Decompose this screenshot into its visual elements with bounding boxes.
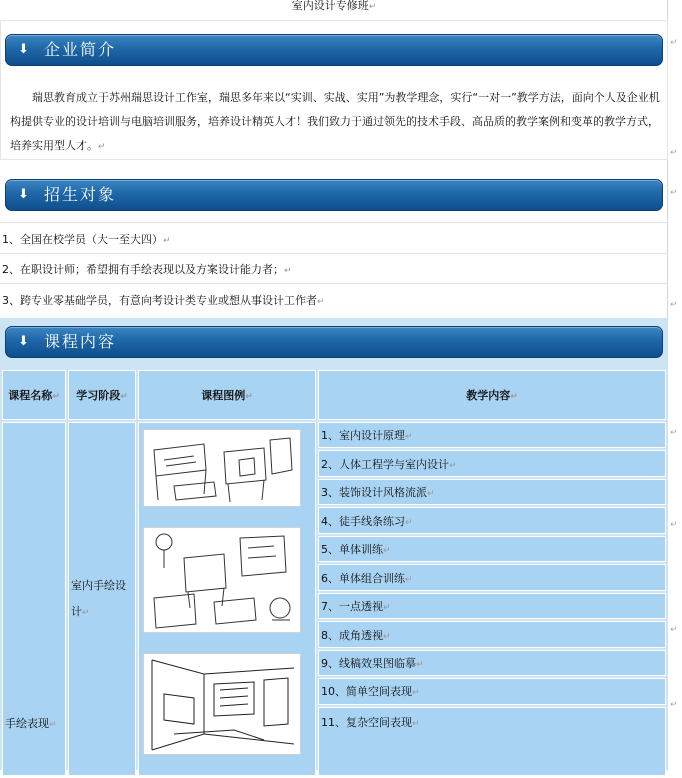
course-table-wrapper: [0, 368, 668, 770]
target-item: 2、在职设计师；希望拥有手绘表现以及方案设计能力者；↵: [2, 263, 292, 276]
topic-cell: 11、复杂空间表现↵: [318, 707, 666, 776]
sketch-objects-image: [143, 527, 301, 633]
down-arrow-icon: ⬇: [18, 42, 29, 57]
topic-cell: 9、线稿效果图临摹↵: [318, 650, 666, 676]
document-title: 室内设计专修班↵: [291, 0, 377, 12]
column-header: 课程图例↵: [138, 370, 316, 420]
topic-cell: 10、简单空间表现↵: [318, 678, 666, 704]
section-title: 课程内容: [44, 332, 117, 351]
column-header: 学习阶段↵: [68, 370, 136, 420]
down-arrow-icon: ⬇: [18, 187, 29, 202]
intro-paragraph: 瑞思教育成立于苏州瑞思设计工作室，瑞思多年来以“实训、实战、实用”为教学理念，实行“一对一”教学方法，面向个人及企业机构提供专业的设计培训与电脑培训服务，培养设计精英人才！我们致力于通过领先的技术手段、高品质的教学案例和变革的教学方式，培养实用型人才。↵: [10, 91, 660, 152]
course-table: [0, 368, 668, 778]
topic-cell: 5、单体训练↵: [318, 536, 666, 562]
topic-cell: 6、单体组合训练↵: [318, 564, 666, 590]
row-divider: [0, 222, 668, 223]
sketch-interior-space-image: [143, 653, 301, 755]
section-title: 企业简介: [44, 40, 117, 59]
target-item: 1、全国在校学员（大一至大四）↵: [2, 233, 171, 246]
row-divider: [0, 283, 668, 284]
section-header-intro: [5, 34, 663, 66]
down-arrow-icon: ⬇: [18, 334, 29, 349]
topic-cell: 2、人体工程学与室内设计↵: [318, 450, 666, 476]
course-category-cell: 手绘表现↵: [2, 422, 66, 776]
row-divider: [0, 253, 668, 254]
column-header: 教学内容↵: [318, 370, 666, 420]
section-title: 招生对象: [44, 185, 117, 204]
topic-cell: 3、装饰设计风格流派↵: [318, 479, 666, 505]
target-item: 3、跨专业零基础学员，有意向考设计类专业或想从事设计工作者↵: [2, 294, 325, 307]
section-header-targets: [5, 179, 663, 211]
paragraph-marks-column: ↵ ↵ ↵ ↵ ↵ ↵ ↵ ↵: [670, 38, 678, 710]
sketch-furniture-image: [143, 429, 301, 507]
topic-cell: 4、徒手线条练习↵: [318, 507, 666, 533]
study-stage-cell: 室内手绘设计↵: [68, 422, 136, 776]
topic-cell: 1、室内设计原理↵: [318, 422, 666, 448]
course-illustrations-cell: [138, 422, 316, 776]
section-header-course: [5, 326, 663, 358]
topic-cell: 8、成角透视↵: [318, 621, 666, 647]
column-header: 课程名称↵: [2, 370, 66, 420]
topic-cell: 7、一点透视↵: [318, 593, 666, 619]
